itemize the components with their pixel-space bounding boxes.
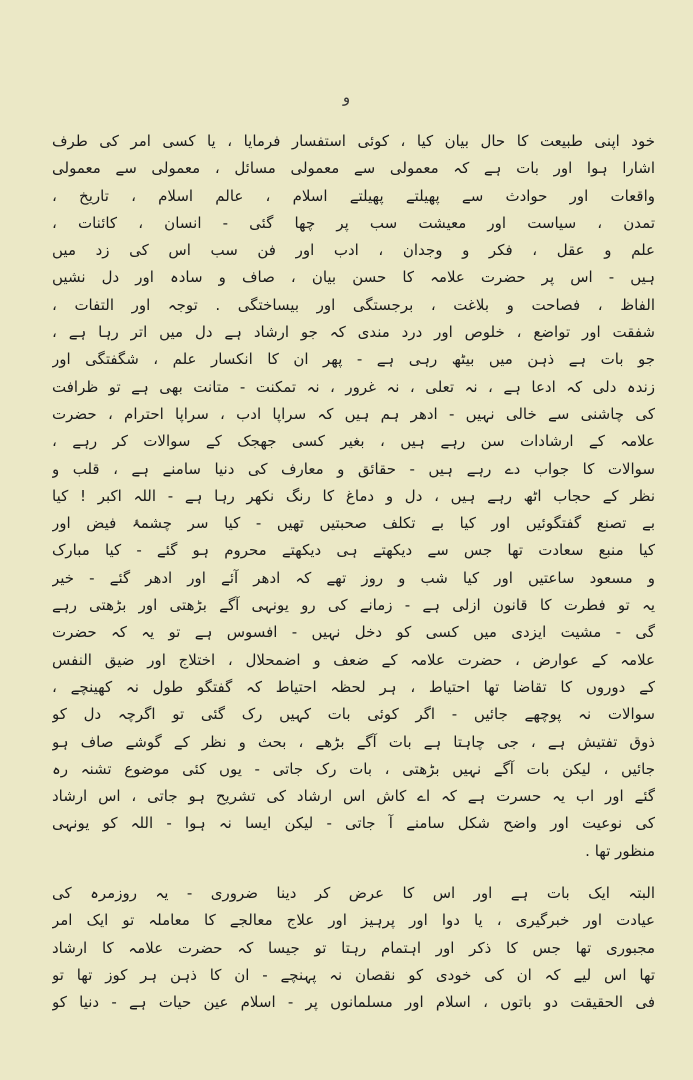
text-line: جو بات ہے ذہن میں بیٹھ رہی ہے - پھر ان کا انکسار علم ، شگفتگی اور xyxy=(52,350,655,369)
text-line: جائیں ، لیکن بات آگے نہیں بڑھتی ، بات رک جاتی - یوں کئی موضوع تشنہ رہ xyxy=(52,759,655,778)
text-line: منظور تھا . xyxy=(585,841,655,860)
text-line: کی نوعیت اور واضح شکل سامنے آ جاتی - لیکن ایسا نہ ہوا - اللہ کو یونہی xyxy=(52,814,655,833)
text-line: فی الحقیقت دو باتوں ، اسلام اور مسلمانوں پر - اسلام عین حیات ہے - دنیا کو xyxy=(52,993,655,1012)
text-line: یہ تو فطرت کا قانون ازلی ہے - زمانے کی رو یونہی آگے بڑھتی اور بڑھتی رہے xyxy=(52,596,655,615)
text-line: سوالات کا جواب دے رہے ہیں - حقائق و معارف کی دنیا سامنے ہے ، قلب و xyxy=(52,459,655,478)
text-line: زندہ دلی کہ ادعا ہے ، نہ تعلی ، نہ غرور ، نہ تمکنت - متانت بھی ہے تو ظرافت xyxy=(52,377,655,396)
text-line: البتہ ایک بات ہے اور اس کا عرض کر دینا ضروری - یہ روزمرہ کی xyxy=(52,884,655,902)
text-line: ذوق تفتیش ہے ، جی چاہتا ہے بات آگے بڑھے ، بحث و نظر کے گوشے صاف ہو xyxy=(52,732,655,751)
text-line: کیا منبع سعادت تھا جس سے دیکھتے ہی دیکھتے محروم ہو گئے - کیا مبارک xyxy=(52,541,655,560)
text-line: کی چاشنی سے خالی نہیں - ادھر ہم ہیں کہ سراپا ادب ، سراپا احترام ، حضرت xyxy=(52,404,655,423)
paragraph-1 xyxy=(52,128,655,865)
text-line: علم و عقل ، فکر و وجدان ، ادب اور فن سب اس کی زد میں xyxy=(52,241,655,260)
text-line: واقعات اور حوادث سے پھیلتے پھیلتے اسلام ، عالم اسلام ، تاریخ ، xyxy=(52,186,655,205)
text-line: سوالات نہ پوچھے جائیں - اگر کوئی بات کہیں رک گئی تو اگرچہ دل کو xyxy=(52,705,655,724)
text-line: مجبوری تھا جس کا ذکر اور اہتمام رہتا تو جیسا کہ حضرت علامہ کا ارشاد xyxy=(52,938,655,957)
text-line: الفاظ ، فصاحت و بلاغت ، برجستگی اور بیساختگی . توجہ اور التفات ، xyxy=(52,295,655,314)
text-line: نظر کے حجاب اٹھ رہے ہیں ، دل و دماغ کا رنگ نکھر رہا ہے - اللہ اکبر ! کیا xyxy=(52,486,655,505)
text-line: علامہ کے ارشادات سن رہے ہیں ، بغیر کسی جھجک کے سوالات کر رہے ، xyxy=(52,432,655,451)
text-line: کے دوروں کا تقاضا تھا احتیاط ، ہر لحظہ احتیاط کہ گفتگو طول نہ کھینچے ، xyxy=(52,677,655,696)
paragraph-2 xyxy=(52,880,655,1016)
text-line: ہیں - اس پر حضرت علامہ کا حسن بیان ، صاف و سادہ اور دل نشیں xyxy=(52,268,655,287)
text-line: عیادت اور خبرگیری ، یا دوا اور پرہیز اور علاج معالجے کا معاملہ تو ایک امر xyxy=(52,911,655,930)
text-line: گئے اور اب یہ حسرت ہے کہ اے کاش اس ارشاد کی تشریح ہو جاتی ، اس ارشاد xyxy=(52,787,655,806)
text-line: تھا اس لیے کہ ان کی خودی کو نقصان نہ پہنچے - ان کا ذہن ہر کوز تھا تو xyxy=(52,965,655,984)
page-number: و xyxy=(342,88,351,106)
text-line: گی - مشیت ایزدی میں کسی کو دخل نہیں - افسوس ہے تو یہ کہ حضرت xyxy=(52,623,655,642)
text-line: اشارا ہوا اور بات ہے کہ معمولی سے معمولی مسائل ، معمولی سے معمولی xyxy=(52,159,655,178)
text-line: علامہ کے عوارض ، حضرت علامہ کے ضعف و اضمحلال ، اختلاج اور ضیق النفس xyxy=(52,650,655,669)
text-line: شفقت اور تواضع ، خلوص اور درد مندی کہ جو ارشاد ہے دل میں اتر رہا ہے ، xyxy=(52,323,655,342)
text-line: تمدن ، سیاست اور معیشت سب پر چھا گئی - انسان ، کائنات ، xyxy=(52,213,655,232)
text-line: و مسعود ساعتیں اور کیا شب و روز تھے کہ ادھر آئے اور ادھر گئے - خیر xyxy=(52,568,655,587)
text-line: بے تصنع گفتگوئیں اور کیا بے تکلف صحبتیں تھیں - کیا سر چشمۂ فیض اور xyxy=(52,514,655,533)
text-line: خود اپنی طبیعت کا حال بیان کیا ، کوئی استفسار فرمایا ، یا کسی امر کی طرف xyxy=(52,132,655,150)
